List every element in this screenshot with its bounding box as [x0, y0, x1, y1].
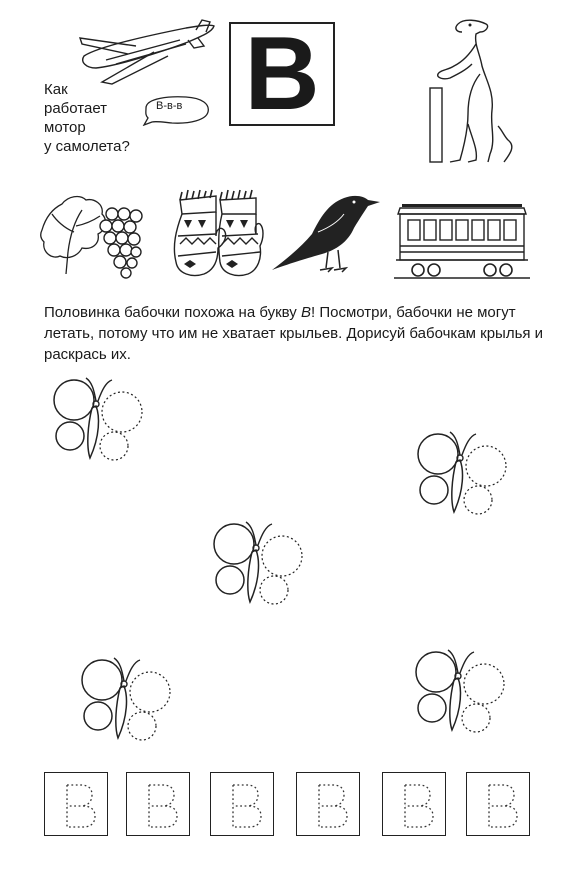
- tracing-tile[interactable]: [126, 772, 190, 836]
- dotted-letter-v: [45, 773, 109, 837]
- camel-picture: [424, 14, 524, 166]
- butterfly-half: [50, 374, 160, 486]
- dotted-letter-v: [297, 773, 361, 837]
- question-line: мотор: [44, 119, 86, 136]
- big-letter: В: [229, 22, 335, 126]
- mittens-picture: [168, 186, 266, 282]
- sound-bubble-text: В-в-в: [156, 100, 183, 112]
- butterfly-half: [412, 646, 522, 758]
- dotted-letter-v: [383, 773, 447, 837]
- tracing-tile[interactable]: [382, 772, 446, 836]
- question-line: работает: [44, 100, 108, 117]
- instruction-part: ! Посмотри, бабочки не могут летать, потому что им не хватает крыльев. Дорисуй бабочкам крылья и раскрась их.: [44, 304, 544, 363]
- crow-picture: [268, 188, 384, 278]
- butterfly-half: [78, 654, 188, 766]
- tracing-tile[interactable]: [44, 772, 108, 836]
- question-text: [44, 80, 130, 156]
- butterfly-half: [210, 518, 320, 630]
- instruction-letter: В: [300, 304, 311, 321]
- tracing-tile[interactable]: [466, 772, 530, 836]
- instruction-part: Половинка бабочки похожа на букву: [44, 304, 301, 321]
- dotted-letter-v: [127, 773, 191, 837]
- butterfly-half: [414, 428, 524, 540]
- tracing-tile[interactable]: [296, 772, 360, 836]
- instruction-text: [44, 302, 544, 365]
- question-line: Как: [44, 81, 68, 98]
- dotted-letter-v: [211, 773, 275, 837]
- grapes-picture: [38, 190, 146, 280]
- question-line: у самолета?: [44, 138, 130, 155]
- train-car-picture: [394, 200, 530, 282]
- tracing-tile[interactable]: [210, 772, 274, 836]
- dotted-letter-v: [467, 773, 531, 837]
